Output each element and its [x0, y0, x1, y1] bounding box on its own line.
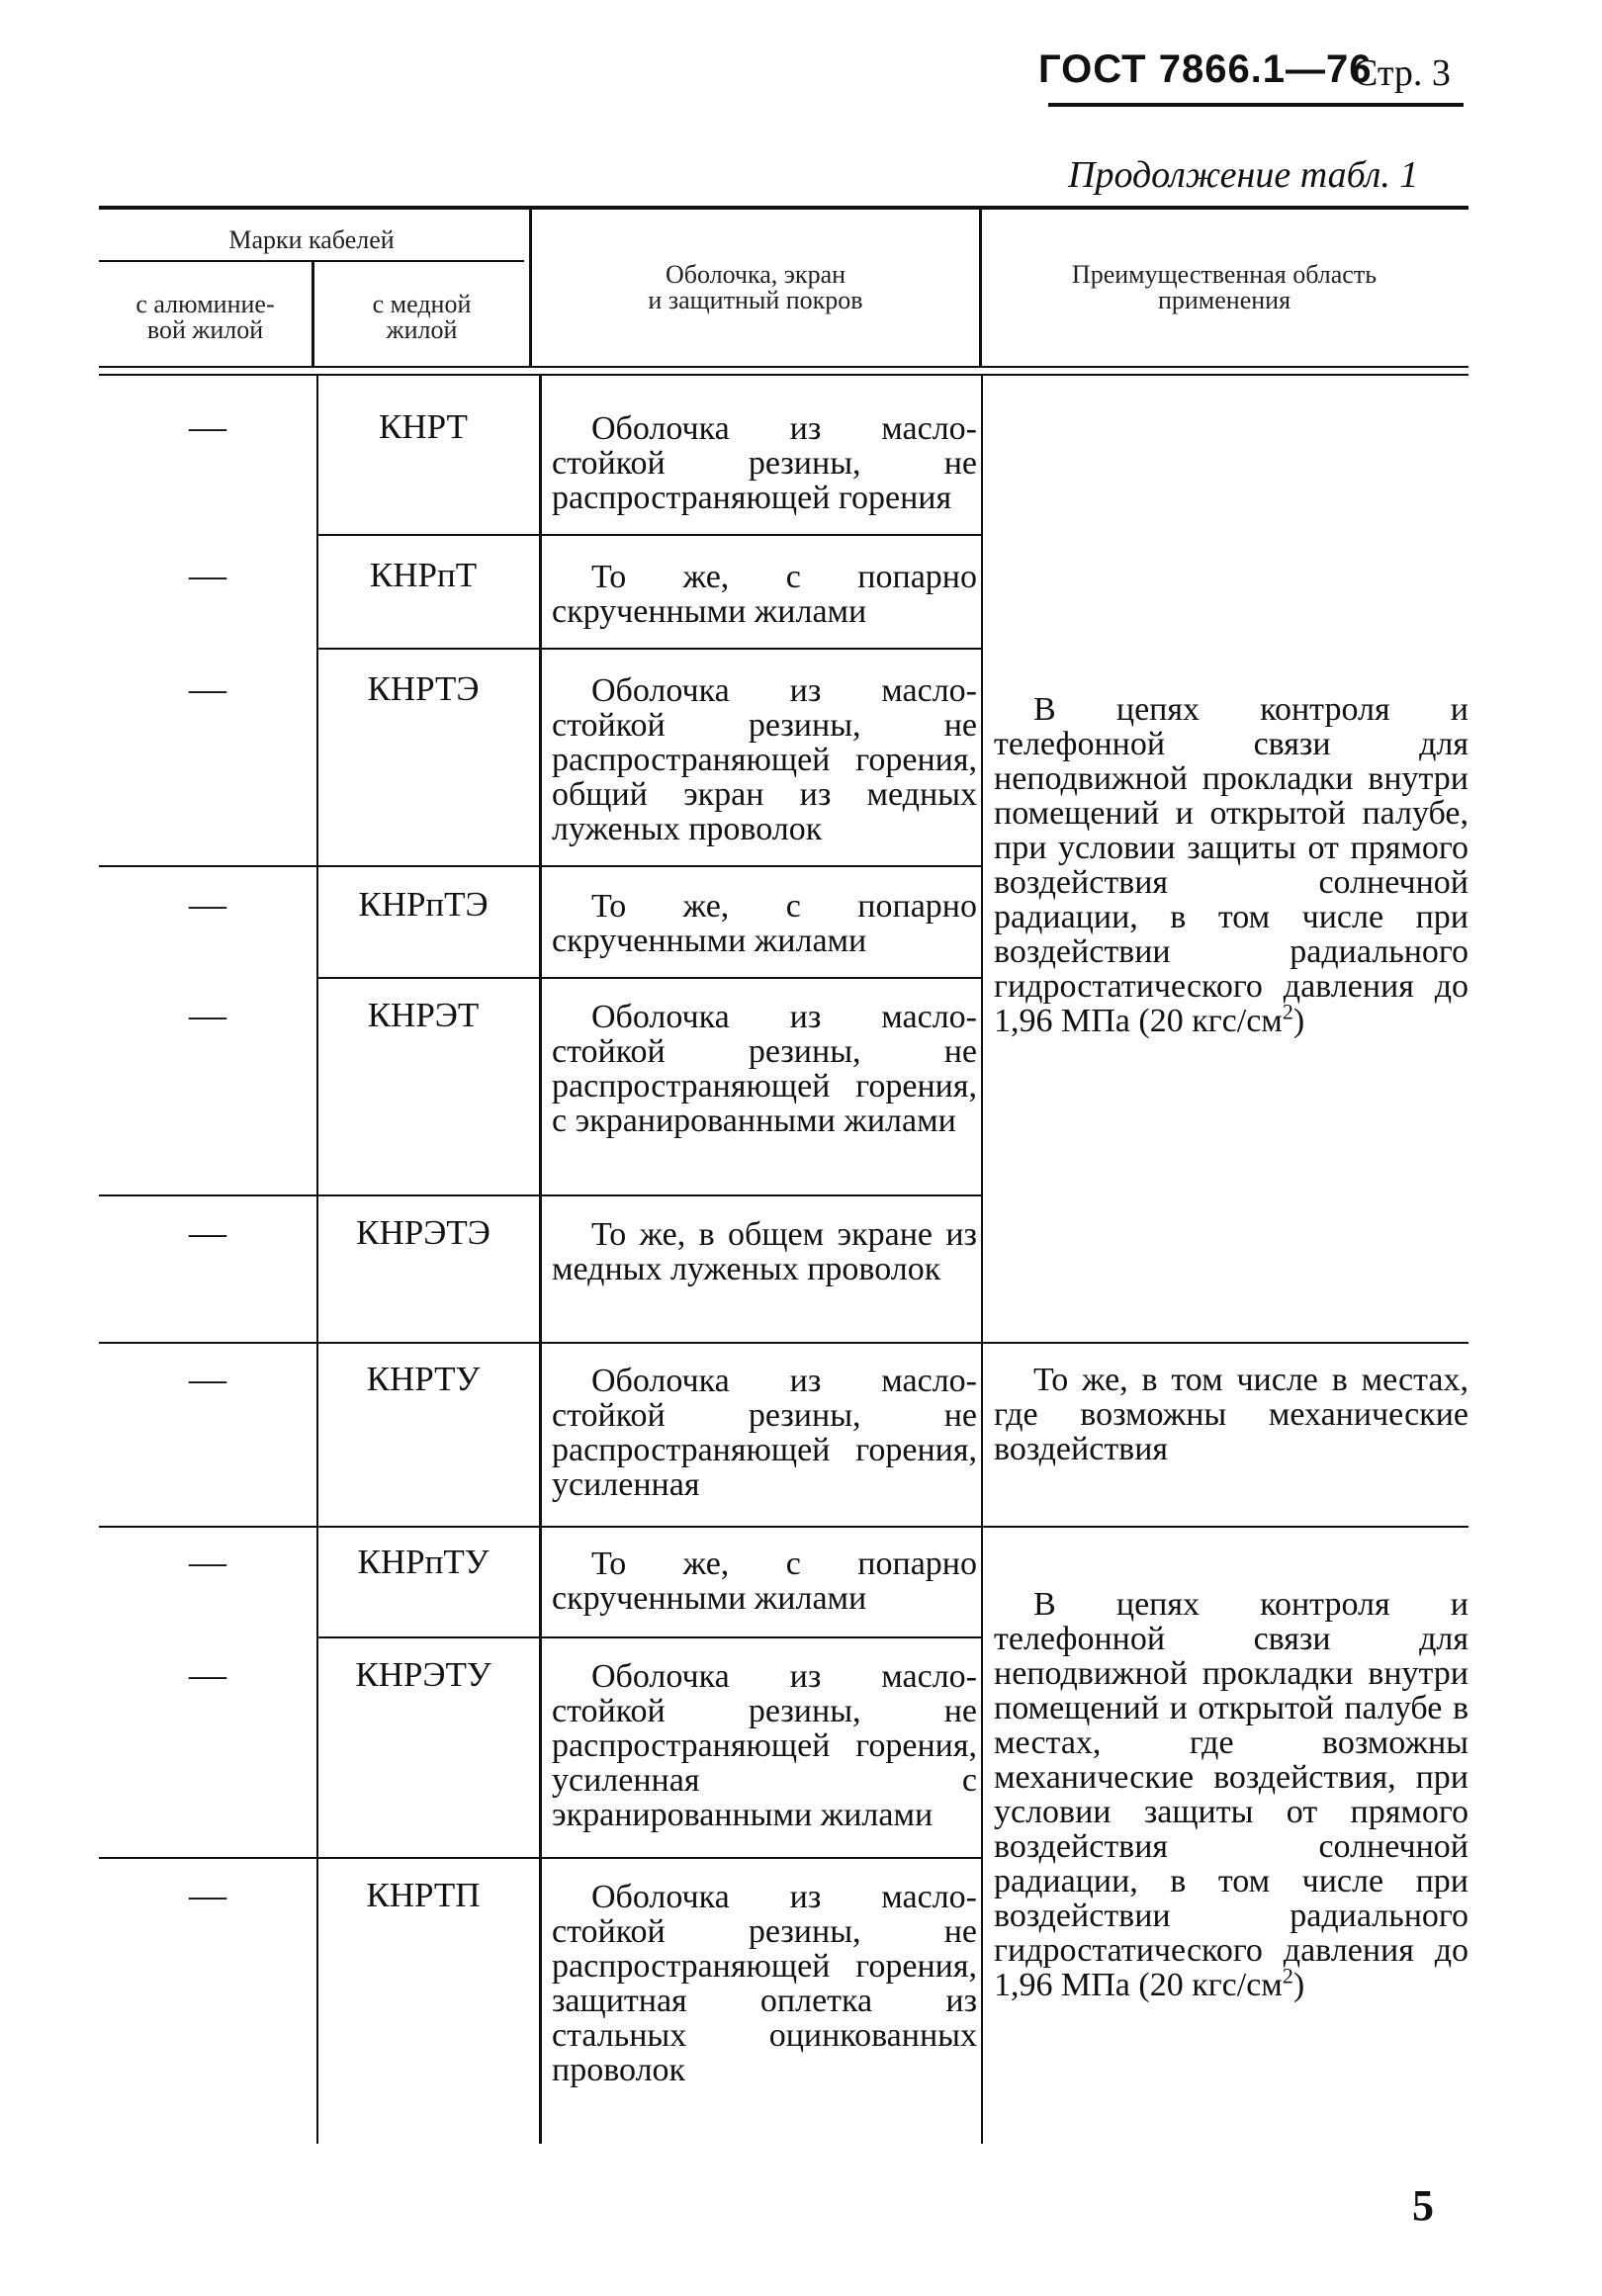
table-continuation-caption: Продолжение табл. 1 [1068, 154, 1419, 196]
row-rule [99, 1857, 981, 1859]
application-unit-exponent: 2 [1282, 999, 1293, 1024]
row-rule [316, 648, 981, 650]
application-unit: (20 кгс/см [1138, 1003, 1283, 1039]
header-sheath: Оболочка, экран и защитный покров [648, 260, 863, 314]
copper-cell: КНРТЭ [367, 669, 480, 708]
aluminum-cell: — [189, 1875, 226, 1916]
sheath-cell: То же, с попарно скрученными жилами [552, 888, 977, 959]
header-copper: с медной жилой [372, 290, 472, 344]
application-cell [994, 692, 1468, 1038]
row-rule [316, 1636, 981, 1638]
application-cell [994, 1363, 1468, 1466]
row-rule [99, 865, 981, 867]
sheath-cell: Оболочка из масло-стойкой резины, не распространяющей горения, усиленная [552, 1363, 977, 1503]
header-bottom-rule-2 [99, 374, 1468, 376]
row-rule [99, 1194, 981, 1196]
sheath-cell: То же, с попарно скрученными жилами [552, 559, 977, 630]
aluminum-cell: — [189, 1359, 226, 1400]
header-application: Преимущественная область применения [1071, 260, 1378, 314]
header-bottom-rule [99, 366, 1468, 368]
copper-cell: КНРЭТЭ [356, 1213, 490, 1252]
page-label: Стр. 3 [1353, 52, 1451, 94]
aluminum-cell: — [189, 555, 226, 596]
application-text: В цепях контроля и телефонной связи для неподвижной прокладки внутри помещений и открытой палубе в местах, где возможны механические воздействия, при условии защиты от прямого воздействия солнечной радиации, в том числе при воздействии радиального гидростатического давления до 1,96 МПа [994, 1586, 1468, 2003]
aluminum-cell: — [189, 1542, 226, 1583]
sheath-cell: Оболочка из масло-стойкой резины, не распространяющей горения, усиленная с экранированными жилами [552, 1658, 977, 1833]
header-brands: Марки кабелей [228, 225, 395, 254]
application-unit-exponent: 2 [1282, 1963, 1293, 1988]
row-rule [99, 1526, 1468, 1528]
header-aluminum: с алюминие- вой жилой [135, 290, 275, 344]
column-divider-3-body [539, 376, 542, 2144]
copper-cell: КНРТП [366, 1876, 481, 1914]
copper-cell: КНРпТУ [357, 1543, 490, 1581]
aluminum-cell: — [189, 995, 226, 1036]
aluminum-cell: — [189, 1212, 226, 1254]
row-rule [99, 1342, 1468, 1344]
standard-number: ГОСТ 7866.1—76 [1038, 47, 1373, 91]
aluminum-cell: — [189, 1654, 226, 1696]
application-unit: (20 кгс/см [1138, 1967, 1283, 2003]
page-number: 5 [1412, 2181, 1434, 2230]
sheath-cell: То же, с попарно скрученными жилами [552, 1545, 977, 1617]
application-cell [994, 1587, 1468, 2002]
copper-cell: КНРпТ [369, 556, 478, 594]
copper-cell: КНРЭТ [367, 996, 480, 1034]
sheath-cell: Оболочка из масло-стойкой резины, не распространяющей горения [552, 410, 977, 516]
sheath-cell: Оболочка из масло-стойкой резины, не распространяющей горения, общий экран из медных луженых проволок [552, 672, 977, 847]
aluminum-cell: — [189, 884, 226, 926]
header-rule [1048, 103, 1464, 107]
application-text: В цепях контроля и телефонной связи для неподвижной прокладки внутри помещений и открытой палубе, при условии защиты от прямого воздействия солнечной радиации, в том числе при воздействии радиального гидростатического давления до 1,96 МПа [994, 691, 1468, 1039]
row-rule [316, 977, 981, 979]
copper-cell: КНРТ [379, 407, 468, 446]
copper-cell: КНРТУ [366, 1360, 481, 1398]
column-divider-4-body [981, 376, 983, 2144]
sheath-cell: Оболочка из масло-стойкой резины, не распространяющей горения, с экранированными жилами [552, 999, 977, 1139]
aluminum-cell: — [189, 668, 226, 710]
application-unit-close: ) [1292, 1003, 1305, 1039]
table-top-rule [99, 206, 1468, 210]
aluminum-cell: — [189, 406, 226, 448]
sheath-cell: Оболочка из масло-стойкой резины, не распространяющей горения, защитная оплетка из стальных оцинкованных проволок [552, 1879, 977, 2088]
sheath-cell: То же, в общем экране из медных луженых проволок [552, 1216, 977, 1287]
copper-cell: КНРпТЭ [358, 885, 489, 924]
copper-cell: КНРЭТУ [355, 1655, 491, 1694]
application-text: То же, в том числе в местах, где возможны механические воздействия [994, 1362, 1468, 1467]
row-rule [316, 534, 981, 536]
application-unit-close: ) [1292, 1967, 1305, 2003]
